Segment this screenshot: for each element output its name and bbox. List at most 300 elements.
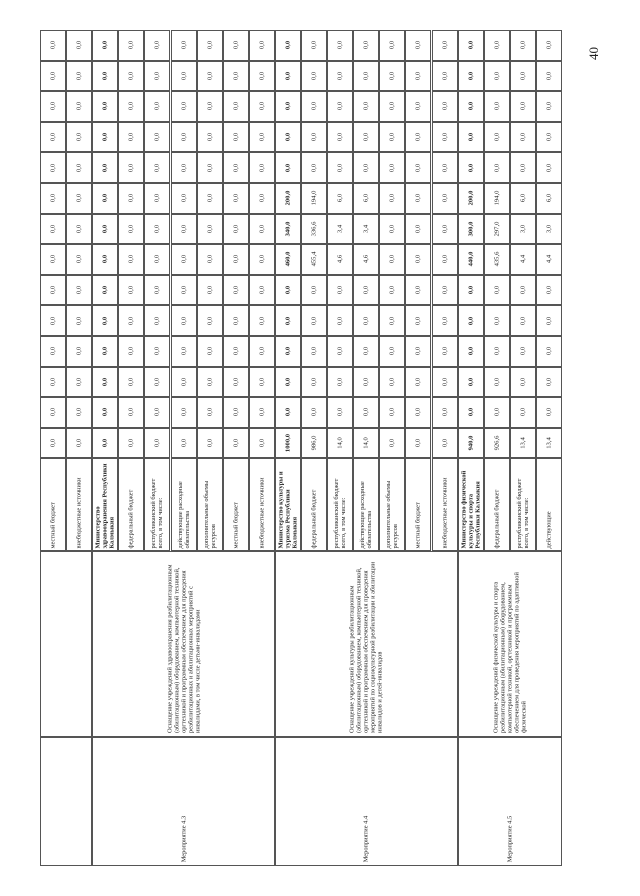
table-source-cell xyxy=(223,458,249,551)
cell-text: 0,0 xyxy=(153,224,161,234)
cell-text: 0,0 xyxy=(362,41,370,50)
table-value-cell xyxy=(171,305,197,336)
table-value-cell xyxy=(536,183,562,214)
cell-text: Мероприятие 4.3 xyxy=(180,815,188,862)
table-value-cell xyxy=(92,428,118,459)
table-value-cell xyxy=(458,275,484,306)
table-value-cell xyxy=(249,397,275,428)
cell-text: 940,0 xyxy=(467,435,475,451)
cell-text: Министерство физической культуры и спорта Республики Калмыкия xyxy=(460,470,482,549)
table-value-cell xyxy=(379,61,405,92)
cell-text: 13,4 xyxy=(545,437,553,449)
cell-text: 13,4 xyxy=(519,437,527,449)
cell-text: 0,0 xyxy=(310,132,318,142)
cell-text: 0,0 xyxy=(362,132,370,142)
cell-text: 0,0 xyxy=(127,438,135,448)
cell-text: Мероприятие 4.5 xyxy=(506,815,514,862)
cell-text: 0,0 xyxy=(127,316,135,325)
cell-text: действующие расходные обязательства xyxy=(359,481,374,549)
cell-text: 0,0 xyxy=(414,224,422,234)
cell-text: 0,0 xyxy=(388,194,396,203)
table-value-cell xyxy=(301,367,327,398)
cell-text: 0,0 xyxy=(493,71,501,81)
table-value-cell xyxy=(118,122,144,153)
table-value-cell xyxy=(536,61,562,92)
table-value-cell xyxy=(197,214,223,245)
cell-text: 0,0 xyxy=(180,102,188,111)
cell-text: 0,0 xyxy=(127,163,135,172)
table-value-cell xyxy=(144,214,170,245)
cell-text: 0,0 xyxy=(493,132,501,142)
table-value-cell xyxy=(327,91,353,122)
table-value-cell xyxy=(432,214,458,245)
table-value-cell xyxy=(510,397,536,428)
cell-text: 0,0 xyxy=(127,194,135,203)
cell-text: 0,0 xyxy=(414,255,422,264)
table-value-cell xyxy=(92,305,118,336)
table-value-cell xyxy=(432,152,458,183)
cell-text: 0,0 xyxy=(388,102,396,111)
cell-text: 0,0 xyxy=(153,347,161,356)
cell-text: 0,0 xyxy=(232,347,240,356)
cell-text: 0,0 xyxy=(101,41,109,50)
budget-table xyxy=(40,30,562,866)
cell-text: дополнительные объемы ресурсов xyxy=(385,480,400,549)
table-value-cell xyxy=(66,244,92,275)
table-value-cell xyxy=(405,397,431,428)
table-value-cell xyxy=(379,397,405,428)
table-value-cell xyxy=(536,152,562,183)
cell-text: 0,0 xyxy=(493,163,501,172)
table-value-cell xyxy=(432,91,458,122)
cell-text: 0,0 xyxy=(414,377,422,387)
cell-text: 0,0 xyxy=(414,41,422,50)
table-value-cell xyxy=(484,367,510,398)
table-value-cell xyxy=(275,336,301,367)
table-value-cell xyxy=(510,275,536,306)
table-value-cell xyxy=(118,244,144,275)
cell-text: 0,0 xyxy=(441,132,449,142)
cell-text: 0,0 xyxy=(362,163,370,172)
table-value-cell xyxy=(197,30,223,61)
table-value-cell xyxy=(92,61,118,92)
cell-text: 0,0 xyxy=(414,102,422,111)
cell-text: 0,0 xyxy=(310,316,318,325)
table-value-cell xyxy=(327,336,353,367)
cell-text: 0,0 xyxy=(362,408,370,417)
table-source-cell xyxy=(171,458,197,551)
cell-text: 0,0 xyxy=(414,71,422,81)
cell-text: 0,0 xyxy=(388,132,396,142)
cell-text: 0,0 xyxy=(258,255,266,264)
cell-text: 0,0 xyxy=(101,255,109,264)
table-source-cell xyxy=(327,458,353,551)
table-value-cell xyxy=(353,336,379,367)
cell-text: 0,0 xyxy=(101,408,109,417)
cell-text: 0,0 xyxy=(414,316,422,325)
table-value-cell xyxy=(197,275,223,306)
cell-text: 300,0 xyxy=(467,221,475,237)
table-value-cell xyxy=(405,428,431,459)
cell-text: 926,6 xyxy=(493,435,501,451)
table-source-cell xyxy=(301,458,327,551)
table-value-cell xyxy=(327,214,353,245)
cell-text: 3,4 xyxy=(362,224,370,234)
cell-text: внебюджетные источники xyxy=(258,477,266,549)
cell-text: 0,0 xyxy=(180,408,188,417)
table-value-cell xyxy=(432,30,458,61)
cell-text: 0,0 xyxy=(467,347,475,356)
cell-text: 0,0 xyxy=(258,285,266,295)
cell-text: 0,0 xyxy=(336,71,344,81)
table-value-cell xyxy=(484,152,510,183)
cell-text: 0,0 xyxy=(545,132,553,142)
table-value-cell xyxy=(171,428,197,459)
table-description-cell xyxy=(40,551,92,737)
cell-text: 4,4 xyxy=(519,255,527,264)
cell-text: 0,0 xyxy=(127,41,135,50)
table-value-cell xyxy=(536,367,562,398)
table-value-cell xyxy=(118,30,144,61)
cell-text: 0,0 xyxy=(388,163,396,172)
cell-text: 0,0 xyxy=(545,71,553,81)
table-value-cell xyxy=(275,367,301,398)
table-value-cell xyxy=(118,397,144,428)
cell-text: 0,0 xyxy=(180,316,188,325)
cell-text: Оснащение учреждений здравоохранения реабилитационным (абилитационным) оборудованием, компьютерной техникой, оргтехникой и программным обеспечением для проведения реабилитационных и абилитационных мероприятий с инвалидами, в том числе детьми-инвалидами xyxy=(166,564,202,734)
table-value-cell xyxy=(171,61,197,92)
table-value-cell xyxy=(66,30,92,61)
table-value-cell xyxy=(171,183,197,214)
table-value-cell xyxy=(432,244,458,275)
table-value-cell xyxy=(223,30,249,61)
table-source-cell xyxy=(197,458,223,551)
table-value-cell xyxy=(327,275,353,306)
cell-text: 0,0 xyxy=(258,102,266,111)
table-value-cell xyxy=(40,305,66,336)
cell-text: Оснащение учреждений физической культуры и спорта реабилитационным (абилитационным) оборудованием, компьютерной техникой, оргтехникой и программным обеспечением для проведения мероприятий по адаптивной физической xyxy=(492,572,528,734)
table-value-cell xyxy=(275,61,301,92)
table-value-cell xyxy=(301,305,327,336)
cell-text: 0,0 xyxy=(441,285,449,295)
table-value-cell xyxy=(379,91,405,122)
table-value-cell xyxy=(484,30,510,61)
table-source-cell xyxy=(405,458,431,551)
table-value-cell xyxy=(484,275,510,306)
cell-text: 0,0 xyxy=(362,316,370,325)
cell-text: 0,0 xyxy=(101,224,109,234)
cell-text: 0,0 xyxy=(310,285,318,295)
cell-text: 0,0 xyxy=(310,71,318,81)
cell-text: 0,0 xyxy=(258,347,266,356)
cell-text: 0,0 xyxy=(284,316,292,325)
cell-text: 3,0 xyxy=(545,224,553,234)
cell-text: 0,0 xyxy=(101,347,109,356)
table-value-cell xyxy=(171,397,197,428)
cell-text: 460,0 xyxy=(284,252,292,267)
table-value-cell xyxy=(484,91,510,122)
table-value-cell xyxy=(249,275,275,306)
cell-text: 0,0 xyxy=(232,316,240,325)
table-value-cell xyxy=(432,397,458,428)
table-value-cell xyxy=(405,305,431,336)
cell-text: 0,0 xyxy=(75,347,83,356)
table-value-cell xyxy=(118,336,144,367)
cell-text: 0,0 xyxy=(206,377,214,387)
cell-text: 0,0 xyxy=(362,71,370,81)
cell-text: 0,0 xyxy=(388,285,396,295)
table-value-cell xyxy=(249,152,275,183)
cell-text: 0,0 xyxy=(493,347,501,356)
table-value-cell xyxy=(301,336,327,367)
cell-text: 0,0 xyxy=(127,224,135,234)
cell-text: 0,0 xyxy=(206,347,214,356)
table-value-cell xyxy=(92,214,118,245)
table-value-cell xyxy=(40,397,66,428)
cell-text: 0,0 xyxy=(519,316,527,325)
cell-text: 0,0 xyxy=(180,285,188,295)
table-value-cell xyxy=(197,122,223,153)
table-value-cell xyxy=(510,214,536,245)
table-value-cell xyxy=(301,30,327,61)
table-value-cell xyxy=(353,275,379,306)
cell-text: 0,0 xyxy=(258,408,266,417)
table-value-cell xyxy=(275,122,301,153)
cell-text: 0,0 xyxy=(258,316,266,325)
table-value-cell xyxy=(484,397,510,428)
cell-text: 0,0 xyxy=(284,71,292,81)
cell-text: 0,0 xyxy=(519,347,527,356)
table-value-cell xyxy=(301,428,327,459)
table-value-cell xyxy=(118,61,144,92)
table-value-cell xyxy=(144,30,170,61)
table-value-cell xyxy=(118,305,144,336)
cell-text: 0,0 xyxy=(180,163,188,172)
cell-text: 0,0 xyxy=(362,377,370,387)
cell-text: 0,0 xyxy=(232,71,240,81)
cell-text: 0,0 xyxy=(127,132,135,142)
table-value-cell xyxy=(275,275,301,306)
cell-text: 0,0 xyxy=(388,347,396,356)
cell-text: 0,0 xyxy=(75,163,83,172)
table-value-cell xyxy=(40,30,66,61)
cell-text: дополнительные объемы ресурсов xyxy=(202,480,217,549)
cell-text: 0,0 xyxy=(441,41,449,50)
cell-text: 0,0 xyxy=(75,255,83,264)
cell-text: 0,0 xyxy=(310,163,318,172)
table-value-cell xyxy=(510,367,536,398)
cell-text: 0,0 xyxy=(180,224,188,234)
cell-text: Министерство культуры и туризма Республики Калмыкия xyxy=(277,471,299,549)
table-value-cell xyxy=(275,305,301,336)
cell-text: 0,0 xyxy=(49,347,57,356)
cell-text: 0,0 xyxy=(49,377,57,387)
cell-text: 0,0 xyxy=(206,41,214,50)
cell-text: 0,0 xyxy=(153,102,161,111)
cell-text: 0,0 xyxy=(441,255,449,264)
table-value-cell xyxy=(510,61,536,92)
table-value-cell xyxy=(144,122,170,153)
cell-text: 0,0 xyxy=(75,102,83,111)
table-value-cell xyxy=(40,275,66,306)
table-value-cell xyxy=(40,91,66,122)
table-value-cell xyxy=(92,30,118,61)
table-source-cell xyxy=(275,458,301,551)
cell-text: 0,0 xyxy=(441,347,449,356)
table-value-cell xyxy=(144,275,170,306)
table-value-cell xyxy=(66,122,92,153)
table-value-cell xyxy=(223,305,249,336)
cell-text: 0,0 xyxy=(49,316,57,325)
table-value-cell xyxy=(144,61,170,92)
table-value-cell xyxy=(379,367,405,398)
cell-text: 6,0 xyxy=(519,194,527,203)
table-value-cell xyxy=(353,152,379,183)
table-value-cell xyxy=(327,122,353,153)
table-value-cell xyxy=(92,244,118,275)
table-value-cell xyxy=(536,428,562,459)
cell-text: 0,0 xyxy=(545,41,553,50)
cell-text: 0,0 xyxy=(493,41,501,50)
table-value-cell xyxy=(223,214,249,245)
table-value-cell xyxy=(510,152,536,183)
table-value-cell xyxy=(536,397,562,428)
table-value-cell xyxy=(458,428,484,459)
table-value-cell xyxy=(301,91,327,122)
table-value-cell xyxy=(301,183,327,214)
cell-text: 0,0 xyxy=(414,438,422,448)
table-value-cell xyxy=(197,336,223,367)
cell-text: 200,0 xyxy=(467,190,475,206)
table-value-cell xyxy=(484,61,510,92)
cell-text: 0,0 xyxy=(284,377,292,387)
table-value-cell xyxy=(327,397,353,428)
table-value-cell xyxy=(40,183,66,214)
cell-text: местный бюджет xyxy=(232,502,240,549)
cell-text: 0,0 xyxy=(284,41,292,50)
table-value-cell xyxy=(144,91,170,122)
table-value-cell xyxy=(40,61,66,92)
table-value-cell xyxy=(301,244,327,275)
cell-text: 6,0 xyxy=(362,194,370,203)
cell-text: 0,0 xyxy=(180,377,188,387)
cell-text: 0,0 xyxy=(49,438,57,448)
table-value-cell xyxy=(40,152,66,183)
table-value-cell xyxy=(458,214,484,245)
cell-text: 0,0 xyxy=(258,41,266,50)
table-value-cell xyxy=(536,336,562,367)
cell-text: 0,0 xyxy=(153,255,161,264)
table-value-cell xyxy=(379,305,405,336)
table-value-cell xyxy=(66,397,92,428)
cell-text: 0,0 xyxy=(101,163,109,172)
table-value-cell xyxy=(301,152,327,183)
cell-text: 0,0 xyxy=(336,408,344,417)
cell-text: 0,0 xyxy=(258,438,266,448)
cell-text: 14,0 xyxy=(362,437,370,449)
cell-text: 0,0 xyxy=(232,255,240,264)
table-value-cell xyxy=(171,244,197,275)
table-activity-cell xyxy=(275,737,458,866)
cell-text: федеральный бюджет xyxy=(310,489,318,549)
table-value-cell xyxy=(353,30,379,61)
table-value-cell xyxy=(327,30,353,61)
table-value-cell xyxy=(197,397,223,428)
cell-text: 0,0 xyxy=(336,377,344,387)
cell-text: 0,0 xyxy=(101,71,109,81)
cell-text: 4,6 xyxy=(336,255,344,264)
table-value-cell xyxy=(301,397,327,428)
cell-text: 0,0 xyxy=(232,132,240,142)
table-value-cell xyxy=(536,214,562,245)
table-value-cell xyxy=(144,428,170,459)
table-value-cell xyxy=(432,122,458,153)
table-value-cell xyxy=(379,152,405,183)
table-value-cell xyxy=(223,275,249,306)
cell-text: местный бюджет xyxy=(414,502,422,549)
table-value-cell xyxy=(327,367,353,398)
cell-text: 0,0 xyxy=(414,285,422,295)
cell-text: 0,0 xyxy=(310,347,318,356)
table-value-cell xyxy=(92,367,118,398)
cell-text: 0,0 xyxy=(232,224,240,234)
table-value-cell xyxy=(40,367,66,398)
table-activity-cell xyxy=(92,737,275,866)
table-value-cell xyxy=(171,367,197,398)
table-value-cell xyxy=(405,122,431,153)
table-value-cell xyxy=(40,428,66,459)
table-value-cell xyxy=(171,91,197,122)
table-value-cell xyxy=(301,275,327,306)
table-value-cell xyxy=(66,183,92,214)
cell-text: 0,0 xyxy=(414,194,422,203)
table-value-cell xyxy=(249,183,275,214)
table-value-cell xyxy=(405,244,431,275)
cell-text: 0,0 xyxy=(206,132,214,142)
table-value-cell xyxy=(432,367,458,398)
table-value-cell xyxy=(379,183,405,214)
table-value-cell xyxy=(171,214,197,245)
cell-text: 0,0 xyxy=(153,71,161,81)
cell-text: 0,0 xyxy=(336,347,344,356)
table-value-cell xyxy=(536,244,562,275)
table-value-cell xyxy=(92,397,118,428)
table-value-cell xyxy=(510,183,536,214)
table-value-cell xyxy=(197,244,223,275)
table-value-cell xyxy=(249,367,275,398)
cell-text: 0,0 xyxy=(388,377,396,387)
table-value-cell xyxy=(353,91,379,122)
table-value-cell xyxy=(249,122,275,153)
table-value-cell xyxy=(223,244,249,275)
cell-text: 0,0 xyxy=(258,377,266,387)
cell-text: 0,0 xyxy=(127,71,135,81)
cell-text: 0,0 xyxy=(545,408,553,417)
table-value-cell xyxy=(144,367,170,398)
table-value-cell xyxy=(275,91,301,122)
cell-text: федеральный бюджет xyxy=(493,489,501,549)
cell-text: 0,0 xyxy=(153,41,161,50)
table-value-cell xyxy=(458,367,484,398)
table-value-cell xyxy=(301,214,327,245)
cell-text: 0,0 xyxy=(180,132,188,142)
table-value-cell xyxy=(275,428,301,459)
cell-text: 0,0 xyxy=(206,285,214,295)
cell-text: 0,0 xyxy=(153,163,161,172)
cell-text: 0,0 xyxy=(75,377,83,387)
cell-text: 0,0 xyxy=(284,163,292,172)
cell-text: 0,0 xyxy=(388,316,396,325)
